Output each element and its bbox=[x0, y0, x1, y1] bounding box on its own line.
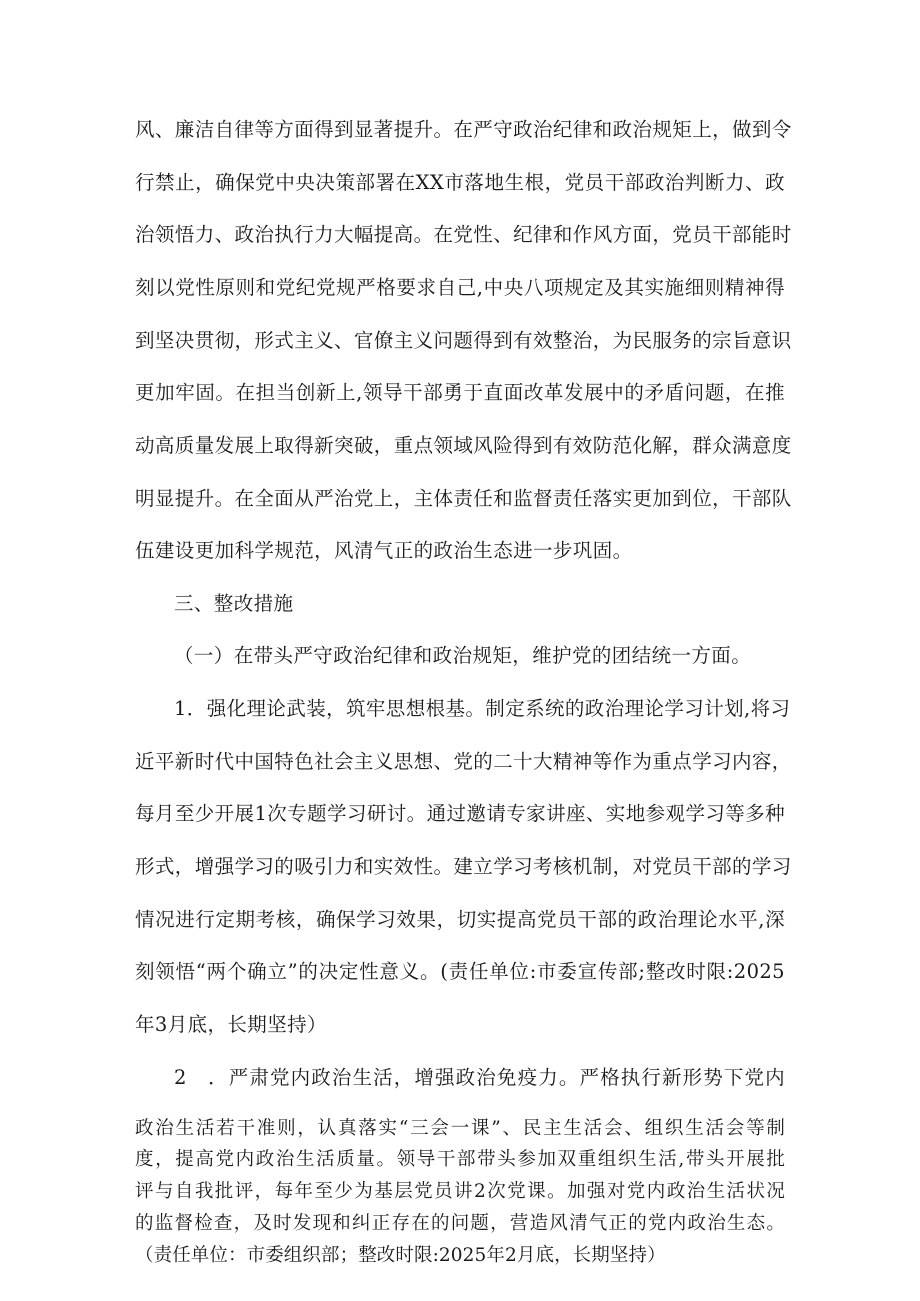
text-line: 伍建设更加科学规范，风清气正的政治生态进一步巩固。 bbox=[135, 539, 633, 562]
text-line: （责任单位：市委组织部；整改时限:2025年2月底，长期坚持） bbox=[135, 1245, 666, 1266]
text-line: 2 ．严肃党内政治生活，增强政治免疫力。严格执行新形势下党内 bbox=[174, 1066, 785, 1089]
section-heading: 三、整改措施 bbox=[174, 592, 294, 615]
text-line: 动高质量发展上取得新突破，重点领域风险得到有效防范化解，群众满意度 bbox=[135, 434, 792, 457]
text-line: 刻领悟“两个确立”的决定性意义。(责任单位:市委宣传部;整改时限:2025 bbox=[135, 960, 785, 983]
text-line: 年3月底，长期坚持） bbox=[135, 1013, 327, 1036]
text-line: 政治生活若干准则，认真落实“三会一课”、民主生活会、组织生活会等制 bbox=[135, 1118, 785, 1139]
text-line: 到坚决贯彻，形式主义、官僚主义问题得到有效整治，为民服务的宗旨意识 bbox=[135, 329, 792, 352]
text-line: 每月至少开展1次专题学习研讨。通过邀请专家讲座、实地参观学习等多种 bbox=[135, 802, 785, 825]
text-line: 明显提升。在全面从严治党上，主体责任和监督责任落实更加到位，干部队 bbox=[135, 487, 792, 510]
text-line: 行禁止，确保党中央决策部署在XX市落地生根，党员干部政治判断力、政 bbox=[135, 171, 785, 194]
text-line: 的监督检查，及时发现和纠正存在的问题，营造风清气正的党内政治生态。 bbox=[135, 1213, 785, 1234]
subsection-heading: （一）在带头严守政治纪律和政治规矩，维护党的团结统一方面。 bbox=[174, 644, 752, 667]
text-line: 近平新时代中国特色社会主义思想、党的二十大精神等作为重点学习内容， bbox=[135, 750, 792, 773]
text-line: 度，提高党内政治生活质量。领导干部带头参加双重组织生活,带头开展批 bbox=[135, 1149, 785, 1170]
text-line: 评与自我批评，每年至少为基层党员讲2次党课。加强对党内政治生活状况 bbox=[135, 1181, 785, 1202]
text-line: 情况进行定期考核，确保学习效果，切实提高党员干部的政治理论水平,深 bbox=[135, 908, 785, 931]
text-line: 形式，增强学习的吸引力和实效性。建立学习考核机制，对党员干部的学习 bbox=[135, 855, 792, 878]
text-line: 治领悟力、政治执行力大幅提高。在党性、纪律和作风方面，党员干部能时 bbox=[135, 223, 792, 246]
text-line: 更加牢固。在担当创新上,领导干部勇于直面改革发展中的矛盾问题，在推 bbox=[135, 381, 785, 404]
text-line: 1．强化理论武装，筑牢思想根基。制定系统的政治理论学习计划,将习 bbox=[174, 697, 791, 720]
text-line: 刻以党性原则和党纪党规严格要求自己,中央八项规定及其实施细则精神得 bbox=[135, 276, 785, 299]
text-line: 风、廉洁自律等方面得到显著提升。在严守政治纪律和政治规矩上，做到令 bbox=[135, 118, 792, 141]
